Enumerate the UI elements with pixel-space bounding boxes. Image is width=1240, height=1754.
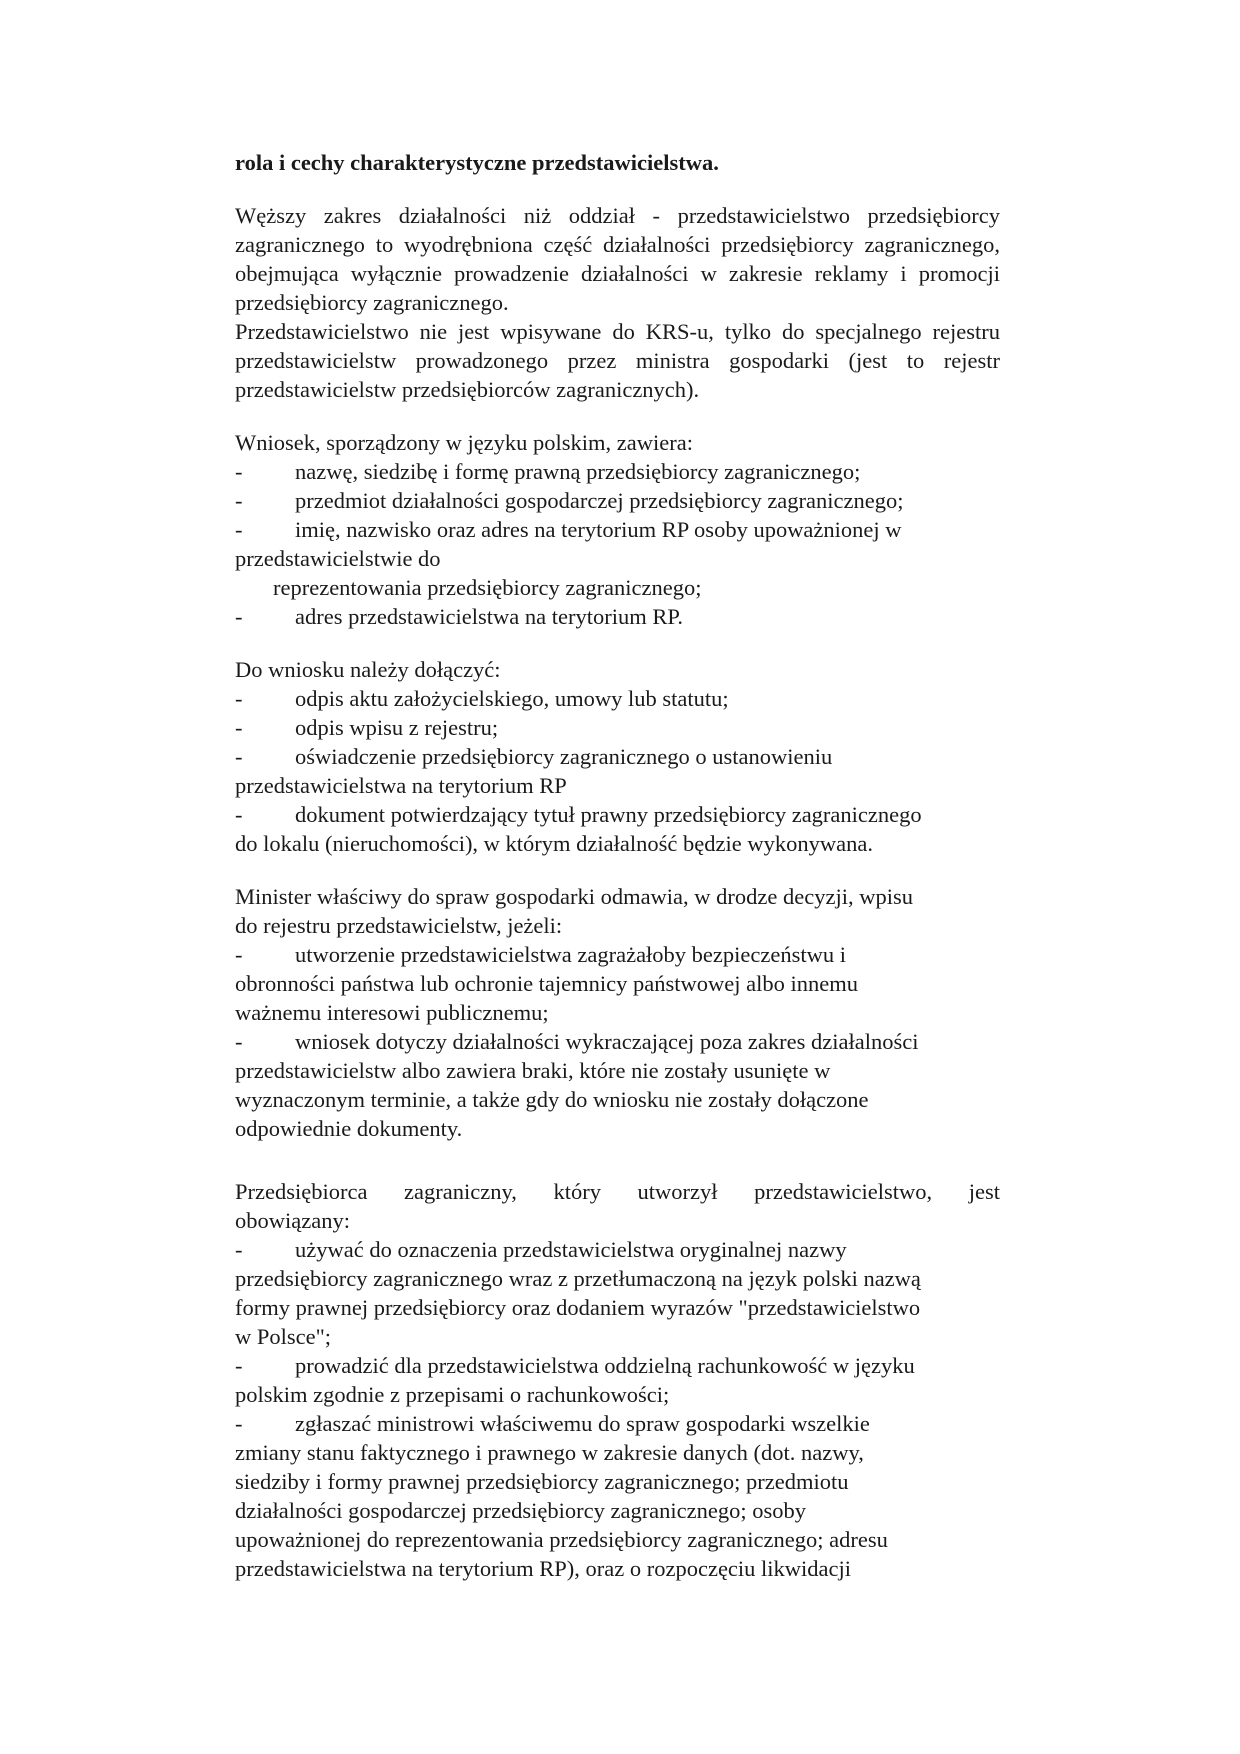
list-item: [235, 486, 1000, 515]
list-item-continuation: przedstawicielstwa na terytorium RP: [235, 773, 567, 798]
dash-marker: -: [235, 517, 243, 542]
list-item: [235, 515, 1000, 544]
list-item-continuation: zmiany stanu faktycznego i prawnego w zakresie danych (dot. nazwy,: [235, 1440, 864, 1465]
list-item-continuation: odpowiednie dokumenty.: [235, 1116, 463, 1141]
document-title: rola i cechy charakterystyczne przedstawicielstwa.: [235, 150, 719, 175]
list-item: [235, 940, 1000, 969]
dash-marker: -: [235, 604, 243, 629]
list-item-continuation: siedziby i formy prawnej przedsiębiorcy zagranicznego; przedmiotu: [235, 1469, 849, 1494]
list-item-continuation: przedstawicielstwa na terytorium RP), oraz o rozpoczęciu likwidacji: [235, 1556, 852, 1581]
list-item-text: utworzenie przedstawicielstwa zagrażałoby bezpieczeństwu i: [295, 942, 846, 967]
list-item-text: odpis aktu założycielskiego, umowy lub statutu;: [295, 686, 729, 711]
list-item-continuation: ważnemu interesowi publicznemu;: [235, 1000, 549, 1025]
list-item: [235, 713, 1000, 742]
intro-paragraph-2: Przedstawicielstwo nie jest wpisywane do KRS-u, tylko do specjalnego rejestru przedstawicielstw prowadzonego przez ministra gospodarki (jest to rejestr przedstawicielstw przedsiębiorców zagranicznych).: [235, 319, 1000, 402]
dash-marker: -: [235, 744, 243, 769]
list-item-text: imię, nazwisko oraz adres na terytorium RP osoby upoważnionej w: [295, 517, 902, 542]
list-item-text: dokument potwierdzający tytuł prawny przedsiębiorcy zagranicznego: [295, 802, 922, 827]
list-item-continuation: obronności państwa lub ochronie tajemnicy państwowej albo innemu: [235, 971, 858, 996]
list-item-continuation: formy prawnej przedsiębiorcy oraz dodaniem wyrazów "przedstawicielstwo: [235, 1295, 921, 1320]
list-item-text: adres przedstawicielstwa na terytorium RP.: [295, 604, 684, 629]
list-item-text: zgłaszać ministrowi właściwemu do spraw gospodarki wszelkie: [295, 1411, 870, 1436]
list-item-continuation: przedsiębiorcy zagranicznego wraz z przetłumaczoną na język polski nazwą: [235, 1266, 921, 1291]
list-item-continuation: upoważnionej do reprezentowania przedsiębiorcy zagranicznego; adresu: [235, 1527, 888, 1552]
list-item-text: nazwę, siedzibę i formę prawną przedsiębiorcy zagranicznego;: [295, 459, 861, 484]
list-item-continuation: w Polsce";: [235, 1324, 332, 1349]
list-item-text: odpis wpisu z rejestru;: [295, 715, 499, 740]
list-item-continuation: przedstawicielstwie do: [235, 546, 441, 571]
list-item-continuation: wyznaczonym terminie, a także gdy do wniosku nie zostały dołączone: [235, 1087, 869, 1112]
dash-marker: -: [235, 1411, 243, 1436]
dash-marker: -: [235, 1237, 243, 1262]
list-item-text: prowadzić dla przedstawicielstwa oddzielną rachunkowość w języku: [295, 1353, 915, 1378]
dash-marker: -: [235, 459, 243, 484]
list-item-text: używać do oznaczenia przedstawicielstwa oryginalnej nazwy: [295, 1237, 847, 1262]
document-page: [235, 148, 1000, 1583]
odmowa-lead-line-2: do rejestru przedstawicielstw, jeżeli:: [235, 913, 563, 938]
list-item-text: przedmiot działalności gospodarczej przedsiębiorcy zagranicznego;: [295, 488, 904, 513]
list-item: [235, 742, 1000, 771]
dash-marker: -: [235, 686, 243, 711]
list-item: [235, 1409, 1000, 1438]
list-item-continuation: reprezentowania przedsiębiorcy zagranicznego;: [273, 575, 702, 600]
list-item: [235, 457, 1000, 486]
zalaczniki-lead: Do wniosku należy dołączyć:: [235, 657, 501, 682]
list-item-continuation: działalności gospodarczej przedsiębiorcy zagranicznego; osoby: [235, 1498, 807, 1523]
list-item-text: oświadczenie przedsiębiorcy zagranicznego o ustanowieniu: [295, 744, 833, 769]
list-item: [235, 1235, 1000, 1264]
list-item: [235, 800, 1000, 829]
list-item: [235, 602, 1000, 631]
dash-marker: -: [235, 1029, 243, 1054]
list-item-text: wniosek dotyczy działalności wykraczającej poza zakres działalności: [295, 1029, 919, 1054]
list-item-continuation: do lokalu (nieruchomości), w którym działalność będzie wykonywana.: [235, 831, 873, 856]
dash-marker: -: [235, 942, 243, 967]
intro-paragraph-1: Węższy zakres działalności niż oddział - przedstawicielstwo przedsiębiorcy zagranicznego to wyodrębniona część działalności przedsiębiorcy zagranicznego, obejmująca wyłącznie prowadzenie działalności w zakresie reklamy i promocji przedsiębiorcy zagranicznego.: [235, 203, 1000, 315]
odmowa-lead-line-1: Minister właściwy do spraw gospodarki odmawia, w drodze decyzji, wpisu: [235, 884, 913, 909]
list-item: [235, 1027, 1000, 1056]
list-item-continuation: polskim zgodnie z przepisami o rachunkowości;: [235, 1382, 670, 1407]
dash-marker: -: [235, 488, 243, 513]
dash-marker: -: [235, 715, 243, 740]
list-item-continuation: przedstawicielstw albo zawiera braki, które nie zostały usunięte w: [235, 1058, 831, 1083]
wniosek-lead: Wniosek, sporządzony w języku polskim, zawiera:: [235, 430, 693, 455]
dash-marker: -: [235, 1353, 243, 1378]
obowiazki-lead-line-1: Przedsiębiorca zagraniczny, który utworzył przedstawicielstwo, jest: [235, 1179, 1000, 1204]
list-item: [235, 1351, 1000, 1380]
obowiazki-lead-line-2: obowiązany:: [235, 1208, 350, 1233]
list-item: [235, 684, 1000, 713]
dash-marker: -: [235, 802, 243, 827]
